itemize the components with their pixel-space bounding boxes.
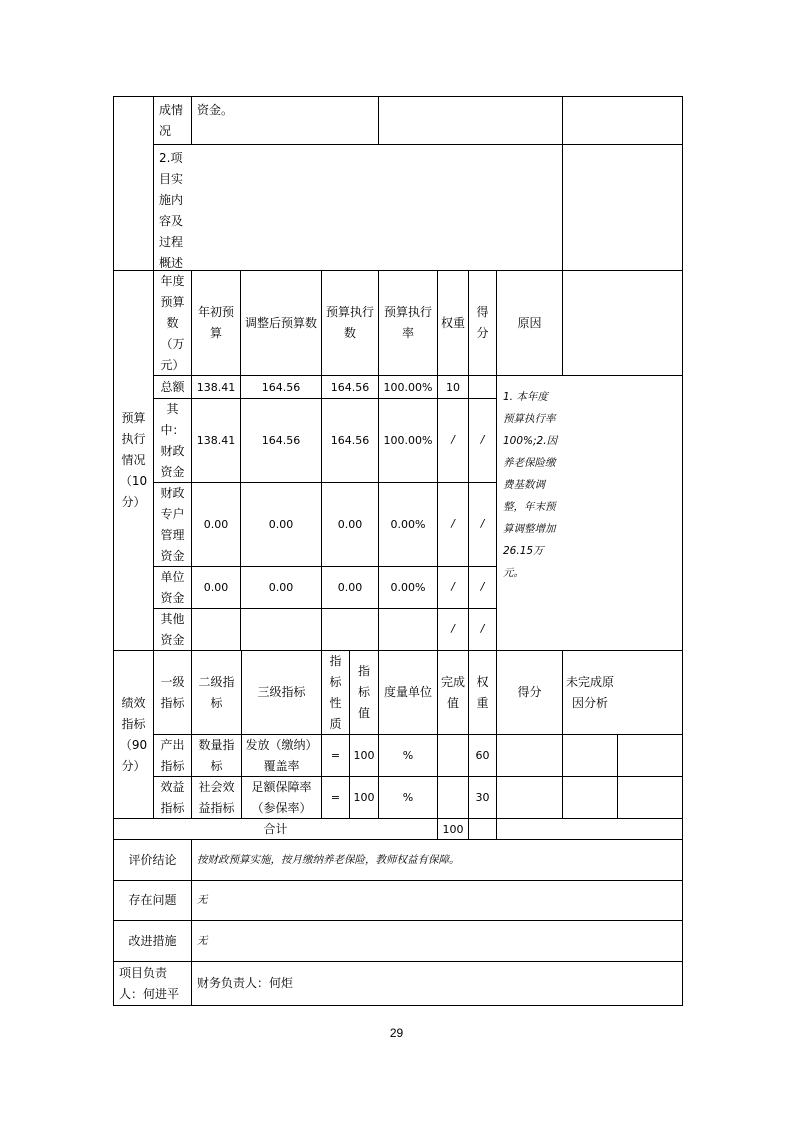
budget-row-label: 单位资金 xyxy=(160,569,185,605)
budget-cell-score: / xyxy=(480,518,485,530)
perf-cell-score xyxy=(497,735,562,776)
budget-cell-initial: 138.41 xyxy=(196,434,236,447)
budget-cell-score: / xyxy=(480,623,485,635)
perf-cell-weight: 30 xyxy=(475,791,490,804)
budget-reason-text: 1. 本年度预算执行率100%;2.因养老保险缴费基数调整，年末预算调整增加26.15万元。 xyxy=(503,391,558,579)
budget-cell-score xyxy=(469,376,496,398)
perf-header-weight: 权重 xyxy=(476,674,489,710)
perf-header-completed: 完成值 xyxy=(441,674,466,710)
perf-header-level3: 三级指标 xyxy=(257,685,306,699)
budget-row-label: 总额 xyxy=(160,379,185,394)
perf-cell-unit: % xyxy=(402,749,414,762)
budget-cell-initial: 0.00 xyxy=(203,518,229,531)
table-border xyxy=(562,96,563,270)
budget-header-adjusted: 调整后预算数 xyxy=(244,315,317,330)
budget-cell-score: / xyxy=(480,581,485,593)
perf-header-score: 得分 xyxy=(517,685,542,699)
perf-header-level1: 一级指标 xyxy=(160,674,185,710)
total-label: 合计 xyxy=(263,821,288,836)
budget-cell-initial: 138.41 xyxy=(196,380,236,394)
budget-header-initial: 年初预算 xyxy=(197,305,234,340)
perf-cell-completed xyxy=(438,735,468,776)
perf-cell-weight: 60 xyxy=(475,749,490,762)
budget-row-label: 其中：财政资金 xyxy=(160,401,185,479)
perf-cell-completed xyxy=(438,777,468,818)
budget-cell-initial xyxy=(192,609,240,650)
perf-header-nature: 指标性质 xyxy=(329,653,342,731)
budget-cell-initial: 0.00 xyxy=(203,581,229,594)
budget-cell-adjusted: 164.56 xyxy=(261,434,301,447)
budget-cell-executed: 0.00 xyxy=(337,518,363,531)
top-row1-content: 资金。 xyxy=(197,103,234,117)
perf-header-unit: 度量单位 xyxy=(383,685,432,699)
improvements-label: 改进措施 xyxy=(128,933,177,948)
finance-lead: 财务负责人：何炬 xyxy=(197,976,294,990)
budget-cell-weight: / xyxy=(451,581,455,593)
perf-cell-nature: = xyxy=(330,791,341,804)
perf-cell-level3: 足额保障率（参保率） xyxy=(251,779,312,815)
budget-cell-adjusted: 0.00 xyxy=(268,581,294,594)
budget-cell-score: / xyxy=(480,434,485,446)
budget-cell-adjusted xyxy=(241,609,321,650)
perf-cell-score xyxy=(497,777,562,818)
budget-header-reason: 原因 xyxy=(517,315,542,330)
problems-text: 无 xyxy=(197,894,208,906)
evaluation-label: 评价结论 xyxy=(128,852,177,867)
performance-section-label: 绩效指标（90分） xyxy=(119,695,148,773)
perf-cell-value: 100 xyxy=(353,791,375,804)
budget-cell-executed: 164.56 xyxy=(330,434,370,447)
budget-cell-rate xyxy=(379,609,437,650)
budget-cell-weight: / xyxy=(451,434,455,446)
budget-header-weight: 权重 xyxy=(441,315,466,330)
budget-cell-adjusted: 164.56 xyxy=(261,380,301,394)
budget-row-label: 财政专户管理资金 xyxy=(160,485,185,563)
table-border xyxy=(682,96,683,1006)
perf-header-value: 指标值 xyxy=(357,664,370,720)
perf-cell-value: 100 xyxy=(353,749,375,762)
table-border xyxy=(113,1005,683,1006)
improvements-text: 无 xyxy=(197,934,208,947)
page-number: 29 xyxy=(389,1026,404,1040)
perf-cell-level1: 效益指标 xyxy=(160,779,185,815)
perf-cell-unit: % xyxy=(402,791,414,804)
budget-header-annual: 年度预算数（万元） xyxy=(160,273,185,372)
budget-section-label: 预算执行情况（10分） xyxy=(119,411,148,509)
budget-header-executed: 预算执行数 xyxy=(325,305,374,340)
perf-cell-level2: 社会效益指标 xyxy=(198,779,235,815)
budget-cell-rate: 0.00% xyxy=(390,518,426,531)
budget-cell-weight: / xyxy=(451,623,455,635)
perf-cell-level1: 产出指标 xyxy=(160,737,185,773)
budget-cell-rate: 0.00% xyxy=(390,581,426,594)
perf-header-incomplete-reason: 未完成原因分析 xyxy=(566,674,615,710)
perf-cell-reason xyxy=(563,735,617,776)
total-weight: 100 xyxy=(442,822,464,836)
table-border xyxy=(378,96,379,144)
perf-header-level2: 二级指标 xyxy=(198,674,235,710)
budget-cell-executed: 0.00 xyxy=(337,581,363,594)
project-implementation-label: 2.项目实施内容及过程概述 xyxy=(159,151,184,270)
budget-cell-adjusted: 0.00 xyxy=(268,518,294,531)
perf-cell-reason xyxy=(563,777,617,818)
budget-cell-executed: 164.56 xyxy=(330,380,370,394)
perf-cell-level2: 数量指标 xyxy=(198,737,235,773)
budget-cell-weight: / xyxy=(451,518,455,530)
budget-cell-weight: 10 xyxy=(446,380,460,394)
table-border xyxy=(617,734,618,819)
problems-label: 存在问题 xyxy=(128,893,177,907)
perf-cell-level3: 发放（缴纳）覆盖率 xyxy=(245,737,318,773)
budget-cell-executed xyxy=(322,609,378,650)
table-border xyxy=(562,270,563,375)
budget-cell-rate: 100.00% xyxy=(383,434,433,447)
budget-cell-rate: 100.00% xyxy=(383,380,433,394)
perf-cell-nature: = xyxy=(330,749,341,762)
budget-header-rate: 预算执行率 xyxy=(383,305,432,340)
top-row1-label: 成情况 xyxy=(159,103,184,138)
project-implementation-content xyxy=(192,145,562,270)
project-lead: 项目负责人：何进平 xyxy=(119,965,180,1001)
evaluation-text: 按财政预算实施，按月缴纳养老保险，教师权益有保障。 xyxy=(197,853,460,866)
budget-row-label: 其他资金 xyxy=(160,611,185,647)
budget-header-score: 得分 xyxy=(476,305,489,340)
